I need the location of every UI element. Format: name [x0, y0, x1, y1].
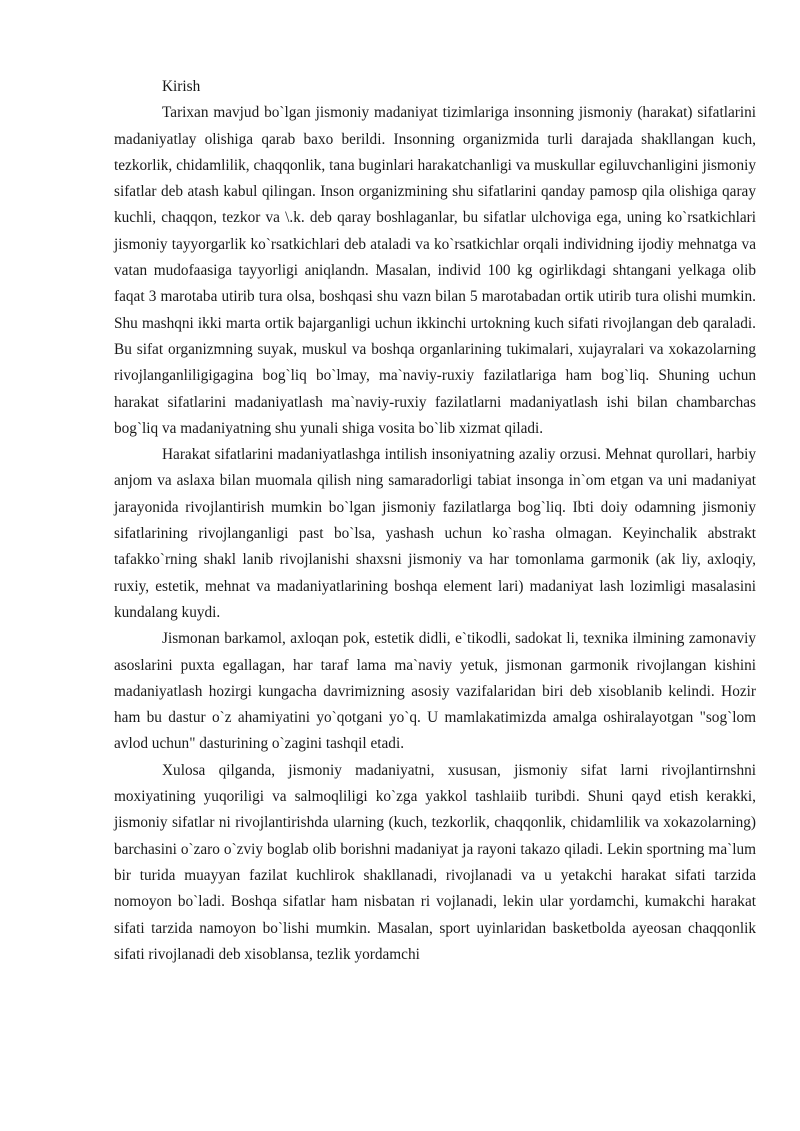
paragraph: Harakat sifatlarini madaniyatlashga intilish insoniyatning azaliy orzusi. Mehnat qurollari, harbiy anjom va aslaxa bilan muomala qilish ning samaradorligi tabiat insonga in`om etgan va uni madaniyat jarayonida rivojlantirish mumkin bo`lgan jismoniy fazilatlarga bog`liq. Ibti doiy odamning jismoniy sifatlarining rivojlanganligi past bo`lsa, yashash uchun ko`rasha olmagan. Keyinchalik abstrakt tafakko`rning shakl lanib rivojlanishi shaxsni jismoniy va har tomonlama garmonik (ak liy, axloqiy, ruxiy, estetik, mehnat va madaniyatlarining boshqa element lari) madaniyat lash lozimligi masalasini kundalang kuydi. — [114, 446, 756, 621]
paragraph: Jismonan barkamol, axloqan pok, estetik didli, e`tikodli, sadokat li, texnika ilmining zamonaviy asoslarini puxta egallagan, har taraf lama ma`naviy yetuk, jismonan garmonik rivojlangan kishini madaniyatlash hozirgi kungacha davrimizning asosiy vazifalaridan biri deb xisoblanib kelindi. Hozir ham bu dastur o`z ahamiyatini yo`qotgani yo`q. U mamlakatimizda amalga oshiralayotgan "sog`lom avlod uchun" dasturining o`zagini tashqil etadi. — [114, 630, 756, 753]
paragraph: Xulosa qilganda, jismoniy madaniyatni, xususan, jismoniy sifat larni rivojlantirnshni moxiyatining yuqoriligi va salmoqliligi ko`zga yakkol tashlaiib turibdi. Shuni qayd etish kerakki, jismoniy sifatlar ni rivojlantirishda ularning (kuch, tezkorlik, chaqqonlik, chidamlilik va xokazolarning) barchasini o`zaro o`zviy boglab olib borishni madaniyat ja rayoni takazo qiladi. Lekin sportning ma`lum bir turida muayyan fazilat kuchlirok shakllanadi, rivojlanadi va u yetakchi harakat sifati tarzida nomoyon bo`ladi. Boshqa sifatlar ham nisbatan ri vojlanadi, lekin ular yordamchi, kumakchi harakat sifati tarzida namoyon bo`lishi mumkin. Masalan, sport uyinlaridan basketbolda ayeosan chaqqonlik sifati rivojlanadi deb xisoblansa, tezlik yordamchi — [114, 761, 756, 963]
section-heading: Kirish — [162, 78, 201, 95]
document-body — [114, 74, 756, 968]
paragraph: Tarixan mavjud bo`lgan jismoniy madaniyat tizimlariga insonning jismoniy (harakat) sifatlarini madaniyatlay olishiga qarab baxo berildi. Insonning organizmida turli darajada shakllangan kuch, tezkorlik, chidamlilik, chaqqonlik, tana buginlari harakatchanligi va muskullar egiluvchanligini jismoniy sifatlar deb atash kabul qilingan. Inson organizmining shu sifatlarini qanday pamosp qila olishiga qaray kuchli, chaqqon, tezkor va \.k. deb qaray boshlaganlar, bu sifatlar ulchoviga ega, uning ko`rsatkichlari jismoniy tayyorgarlik ko`rsatkichlari deb ataladi va ko`rsatkichlar orqali individning ijodiy mehnatga va vatan mudofaasiga tayyorligi aniqlandn. Masalan, individ 100 kg ogirlikdagi shtangani yelkaga olib faqat 3 marotaba utirib tura olsa, boshqasi shu vazn bilan 5 marotabadan ortik utirib tura olishi mumkin. Shu mashqni ikki marta ortik bajarganligi uchun ikkinchi urtokning kuch sifati rivojlangan deb qaraladi. Bu sifat organizmning suyak, muskul va boshqa organlarining tukimalari, xujayralari va xokazolarning rivojlanganliligigagina bog`liq bo`lmay, ma`naviy-ruxiy fazilatlariga ham bog`liq. Shuning uchun harakat sifatlarini madaniyatlash ma`naviy-ruxiy fazilatlarni madaniyatlash ishi bilan chambarchas bog`liq va madaniyatning shu yunali shiga vosita bo`lib xizmat qiladi. — [114, 104, 756, 437]
